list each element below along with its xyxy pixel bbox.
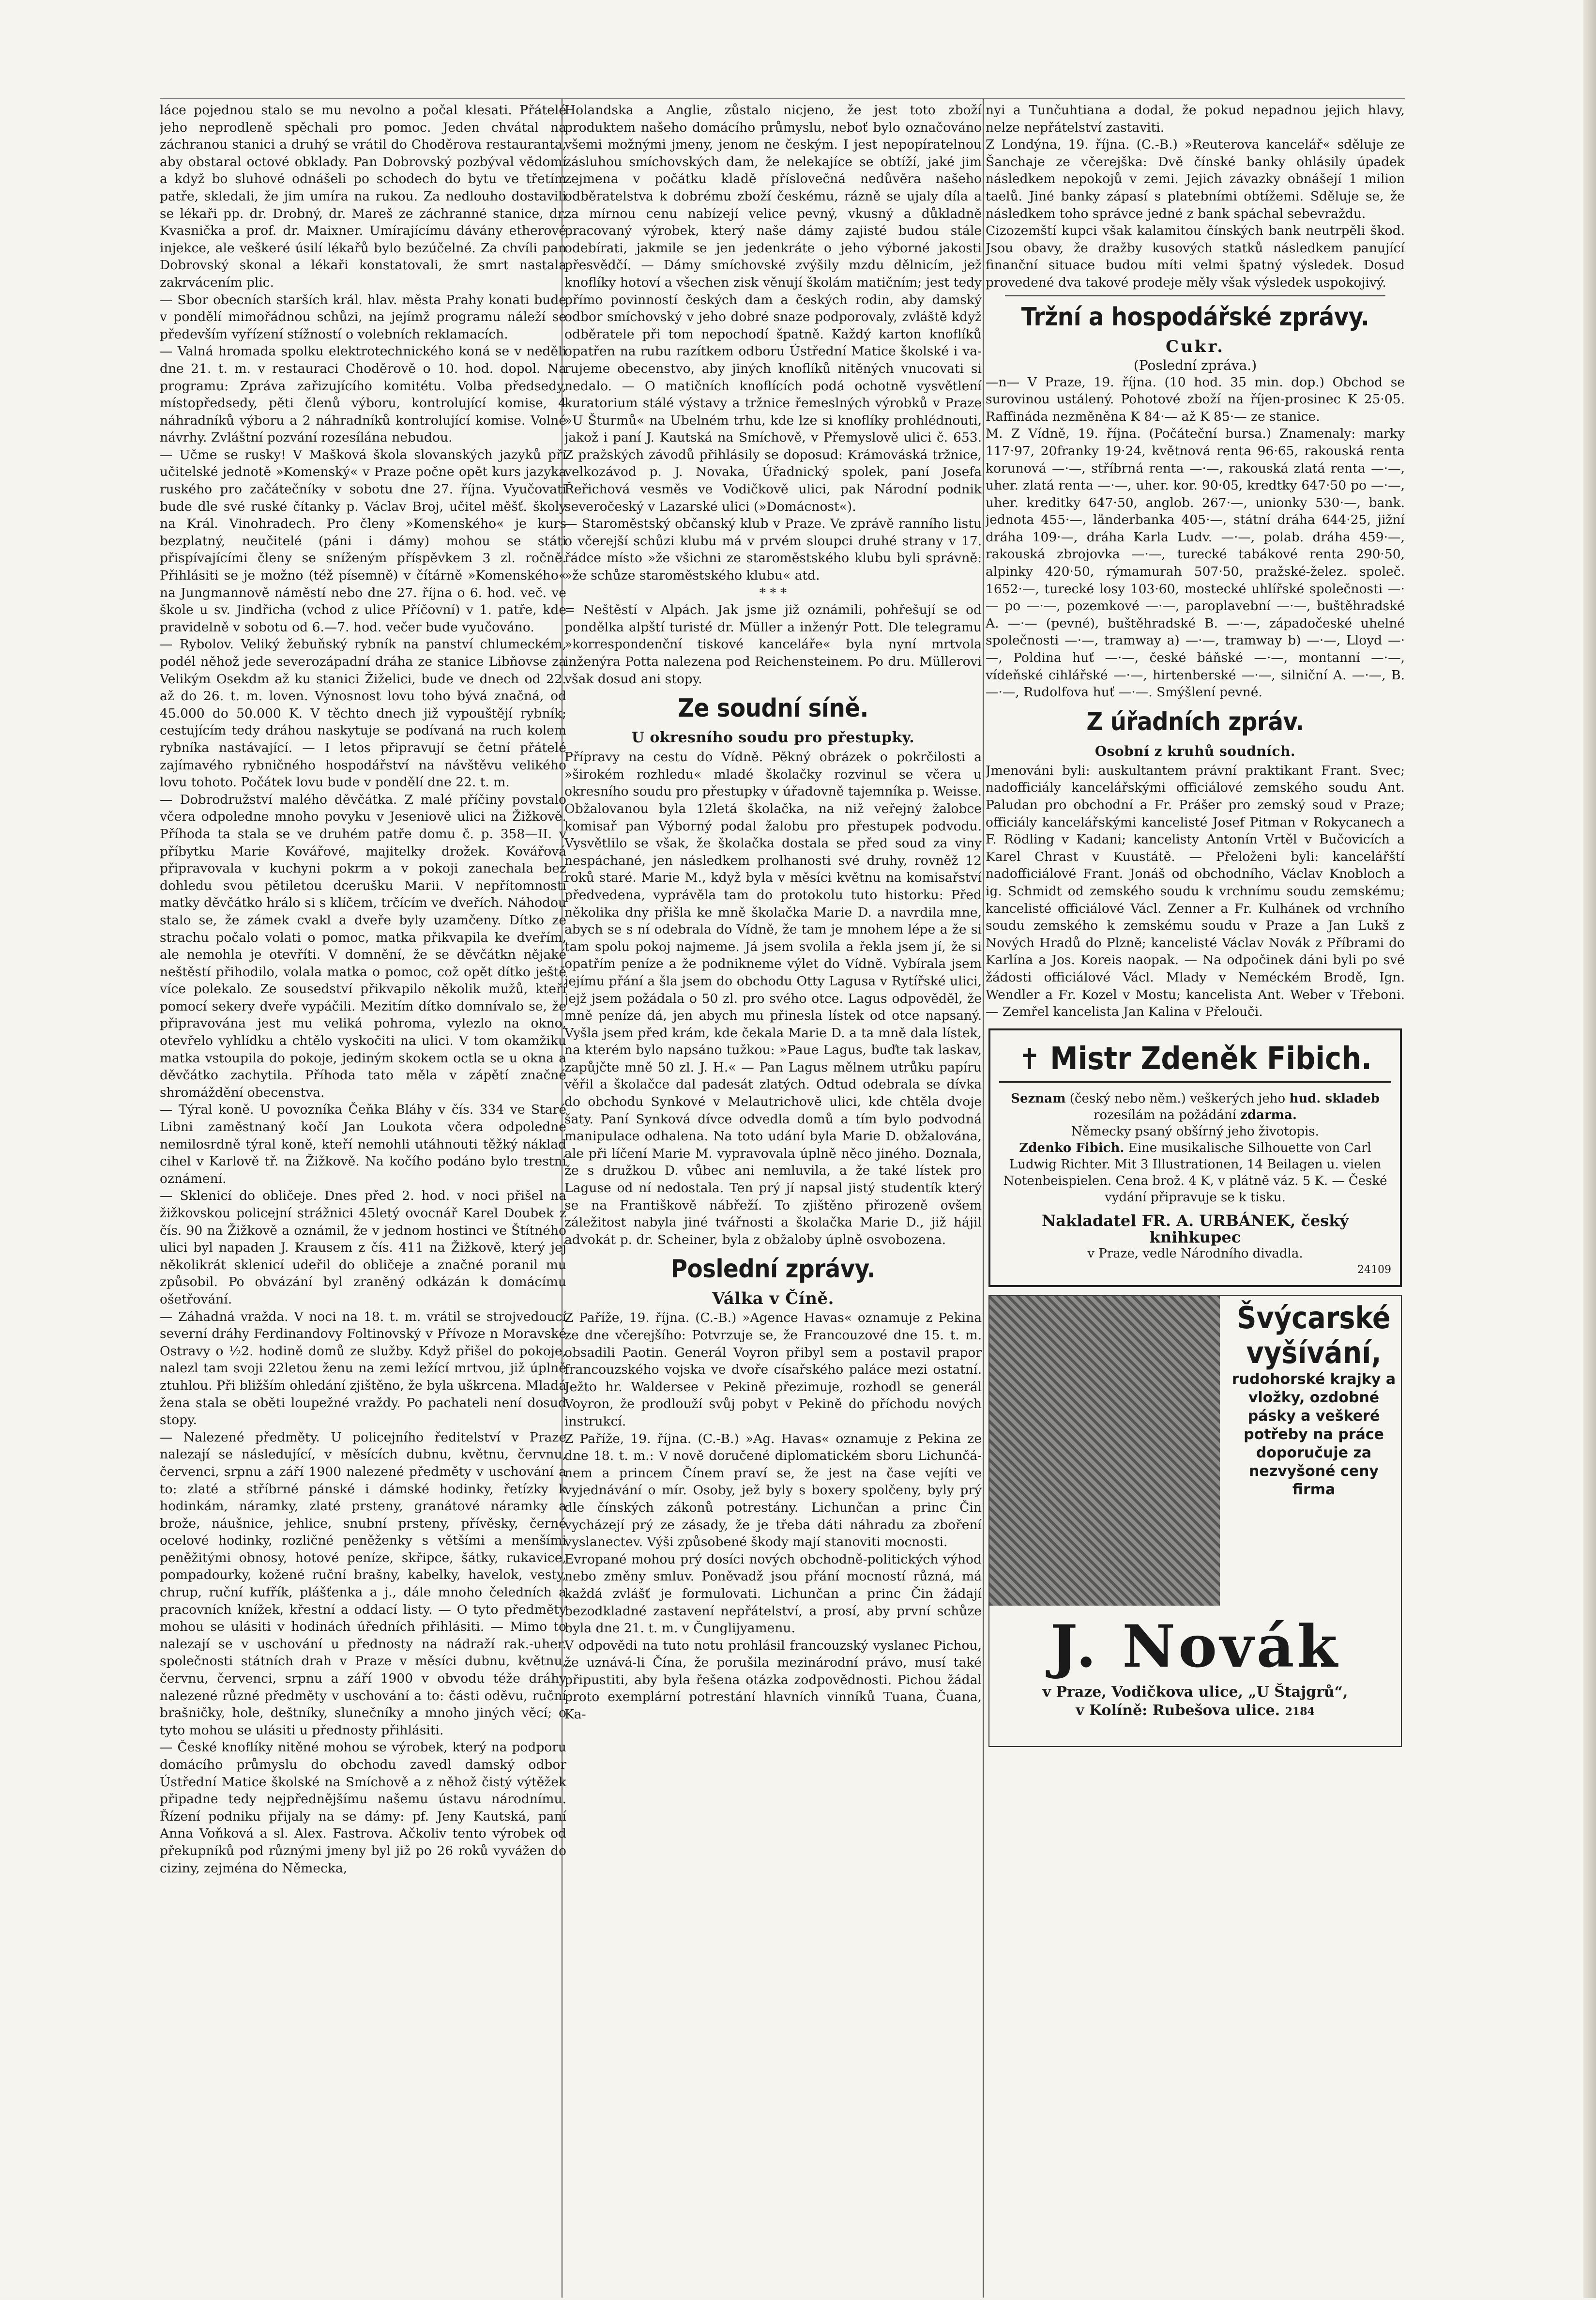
ad-text-span: rozesílám na požádání: [1094, 1107, 1241, 1122]
article-paragraph: — Sklenicí do obličeje. Dnes před 2. hod. v noci přišel na žižkovskou policejní strážnici 45letý ovocnář Karel Doubek z čís. 90 na Žižkově a oznámil, že v jednom hostinci ve Štítného ulici byl napaden J. Krausem z čís. 411 na Žižkově, který jej několikrát sklenicí udeřil do obličeje a značné poranil mu způsobil. Po obvázání byl zraněný odkázán k domácímu ošetřování.: [160, 1188, 566, 1307]
ad-publisher: Nakladatel FR. A. URBÁNEK, český knihkupec: [1041, 1211, 1349, 1246]
article-paragraph: Přípravy na cestu do Vídně. Pěkný obrázek o pokrčilosti a »širokém rozhledu« mladé školačky rozvinul se včera u okresního soudu pro přestupky v úřadovně tajemníka p. Weisse. Obžalovanou byla 12letá školačka, na niž veřejný žalobce komisař pan Výborný podal žalobu pro přestupek podvodu. Vysvětlilo se však, že školačka dostala se před soud za viny nespáchané, jen následkem prolhanosti své druhy, rovněž 12 roků staré. Marie M., když byla v měsíci květnu na komisařství předvedena, vyprávěla tam do protokolu tuto historku: Před několika dny přišla ke mně školačka Marie D. a navrdila mne, abych se s ní odebrala do Vídně, že tam je mnohem lépe a že si tam spolu pokoj najmeme. Já jsem svolila a řekla jsem jí, že si opatřím peníze a že podnikneme výlet do Vídně. Vybírala jsem jejímu přání a šla jsem do obchodu Otty Lagusa v Rytířské ulici, jejž jsem požádala o 50 zl. pro svého otce. Lagus odpověděl, že mně peníze dá, jen abych mu přinesla lístek od otce napsaný. Vyšla jsem před krám, kde čekala Marie D. a ta mně dala lístek, na kterém bylo napsáno tužkou: »Paue Lagus, buďte tak laskav, zapůjčte mně 50 zl. J. H.« — Pan Lagus mělnem utrůku papíru věřil a školačce dal padesát zlatých. Odtud odebrala se dívka do obchodu Synkové v Melautrichově ulici, kde chtěla dvoje šaty. Paní Synková dívce odvedla domů a tím bylo podvodná manipulace odhalena. Na toto udání byla Marie D. obžalována, ale při líčení Marie M. vypravovala úplně něco jiného. Doznala, že s družkou D. vůbec ani nemluvila, a že také lístek pro Laguse od ní nedostala. Ten prý jí napsal jistý studentík který se na Františkově nábřeží. To zjištěno přirozeně ovšem záležitost nabyla jiné tvářnosti a školačka Marie D., již hájil advokát p. dr. Scheiner, byla z obžaloby úplně osvobozena.: [564, 750, 982, 1247]
ad-text-span: Eine musikalische Silhouette von Carl Ludwig Richter. Mit 3 Illustrationen, 14 Beilagen u. vielen Notenbeispielen. Cena brož. 4 K, v plátně váz. 5 K. — České vydání připravuje se k tisku.: [1003, 1140, 1387, 1205]
section-subheading: Válka v Číně.: [712, 1289, 834, 1309]
cross-icon: ✝: [1018, 1042, 1041, 1076]
section-heading-official: Z úřadních zpráv.: [1086, 707, 1304, 736]
article-paragraph: Jmenováni byli: auskultantem právní praktikant Frant. Svec; nadofficiály kancelářskými officiálové zemského soudu Ant. Paludan pro obchodní a Fr. Prášer pro zemský soud v Praze; officiály kancelářskými kancelisté Josef Pitman v Rokycanech a F. Rödling v Kadani; kancelisty Antonín Vrtěl v Bučovicích a Karel Chrast v Kuustátě. — Přeloženi byli: kancelářští nadofficiálové Frant. Jonáš od obchodního, Václav Knobloch a ig. Schmidt od zemského soudu k vrchnímu soudu zemskému; kancelisté officiálové Václ. Zenner a Fr. Kulhánek od vrchního soudu zemského k zemskému soudu v Praze a Jan Lukš z Nových Hradů do Plzně; kancelisté Václav Novák z Příbrami do Karlína a Jos. Koreis naopak. — Na odpočinek dáni byli po své žádosti officiálové Václ. Mlady v Neméckém Brodě, Ign. Wendler a Fr. Kozel v Mostu; kancelista Ant. Weber v Třeboni. — Zemřel kancelista Jan Kalina v Přelouči.: [986, 763, 1405, 1020]
top-rule: [160, 98, 1405, 99]
article-paragraph: Holandska a Anglie, zůstalo nicjeno, že jest toto zboží produktem našeho domácího průmyslu, neboť bylo označováno všemi možnými jmeny, jenom ne českým. I jest nepopíratelnou zásluhou smíchovských dam, že nelekajíce se obtíží, jaké jim zejmena v počátku kladě příslovečná nedůvěra našeho odběratelstva k dobrému zboží českému, rázně se ujaly díla a za mírnou cenu nabízejí velice pevný, vkusný a důkladně pracovaný výrobek, který naše dámy zajisté budou stále odebírati, jakmile se jen jedenkráte o jeho výborné jakosti přesvědčí. — Dámy smíchovské zvýšily mzdu dělnicím, jež knoflíky hotoví a všechen zisk věnují školám matičním; jest tedy přímo povinností českých dam a českých rodin, aby damský odbor smíchovský v jeho dobré snaze podporovaly, zvláště když odběratele při tom nepochodí špatně. Každý karton knoflíků opatřen na rubu razítkem odboru Ústřední Matice školské i varujeme obecenstvo, aby jiných knoflíků nitěných vnucovati si nedalo. — O matičních knoflících podá ochotně vysvětlení kuratorium stálé výstavy a tržnice řemeslných výrobků v Praze »U Šturmů« na Ubelném trhu, kde lze si knoflíky prohlédnouti, jakož i paní J. Kautská na Smíchově, v Přemyslově ulici č. 653. Z pražských závodů přihlásily se doposud: Krámováská tržnice, velkozávod p. J. Novaka, Úřadnický spolek, paní Josefa Řeřichová vesměs ve Vodičkově ulici, pak Národní podnik severočeský v Lazarské ulici (»Domácnost«).: [564, 103, 982, 514]
ad2-address-text: v Kolíně: Rubešova ulice.: [1076, 1702, 1280, 1719]
ad-text: [999, 1090, 1391, 1123]
ad-text: Německy psaný obšírný jeho životopis.: [1071, 1124, 1319, 1139]
article-paragraph: — Rybolov. Veliký žebuňský rybník na panství chlumeckém, podél něhož jede severozápadní dráha ze stanice Libňovse za Velikým Osekdm až ku stanici Žiželici, bude ve dnech od 22. až do 26. t. m. loven. Výnosnost lovu toho bývá značná, od 45.000 do 50.000 K. V těchto dnech již vypouštějí rybník; cestujícím tedy dráhou naskytuje se podívaná na ruch kolem rybníka nastávající. — I letos připravují se četní přátelé zajímavého rybničného hospodářství na návštěvu velikého lovu tohoto. Počátek lovu bude v pondělí dne 22. t. m.: [160, 637, 566, 790]
ad2-address-line: v Praze, Vodičkova ulice, „U Štajgrů“,: [1042, 1683, 1348, 1701]
article-paragraph: — České knoflíky nitěné mohou se výrobek, který na podporu domácího průmyslu do obchodu zavedl damský odbor Ústřední Matice školské na Smíchově a z něhož čistý výtěžek připadne tedy nejpřednějšímu našemu ústavu národnímu. Řízení podniku přijaly na se dámy: pf. Jeny Kautská, paní Anna Voňková a sl. Alex. Fastrova. Ačkoliv tento výrobek od překupníků pod různými jmeny byl již po 26 roků vyvážen do ciziny, zejména do Německa,: [160, 1740, 566, 1876]
ad-title-text: Mistr Zdeněk Fibich.: [1050, 1041, 1372, 1077]
article-paragraph: — Dobrodružství malého děvčátka. Z malé příčiny povstalo včera odpoledne mnoho povyku v Jeseniově ulici na Žižkově. Příhoda ta stala se ve druhém patře domu č. p. 358—II. v příbytku Marie Kovářové, majitelky drožek. Kovářová připravovala v kuchyni pokrm a v pokoji zanechala bez dohledu svou pětiletou dcerušku Marii. V nepřítomnosti matky děvčátko hrálo si s klíčem, trčícím ve dveřích. Náhodou stalo se, že zámek cvakl a dveře byly uzamčeny. Dítko ze strachu počalo volati o pomoc, matka přikvapila ke dveřím, ale nemohla je otevříti. V domnění, že se děvčátkn nějaké neštěstí přihodilo, volala matka o pomoc, což opět dítko ještě více polekalo. Ze sousedství přikvapilo několik mužů, kteří pomocí sekery dveře vypáčili. Mezitím dítko domnívalo se, že připravována jest mu veliká pohroma, vylezlo na okno, otevřelo vyhlídku a chtělo vyskočiti na ulici. V tom okamžiku matka vstoupila do pokoje, jediným skokem octla se u okna a děvčátko zachytila. Příhoda tato měla v zápětí značné shromáždění obecenstva.: [160, 792, 566, 1100]
article-paragraph: = Neštěstí v Alpách. Jak jsme již oznámili, pohřešují se od pondělka alpští turisté dr. Müller a inženýr Pott. Dle telegramu »korrespondenční tiskové kanceláře« byla nyní mrtvola inženýra Potta nalezena pod Reichensteinem. Po dru. Müllerovi však dosud ani stopy.: [564, 602, 982, 687]
article-paragraph: — Učme se rusky! V Mašková škola slovanských jazyků při učitelské jednotě »Komenský« v Praze počne opět kurs jazyka ruského pro začátečníky v sobotu dne 27. října. Vyučovati bude dle své ruské čítanky p. Václav Broj, učitel měšť. školy na Král. Vinohradech. Pro členy »Komenského« je kurs bezplatný, neučitelé (páni i dámy) mohou se státi přispívajícími členy se sníženým příspěvkem 3 zl. ročně. Přihlásiti se je možno (též písemně) v čítárně »Komenského« na Jungmannově náměstí nebo dne 27. října o 6. hod. več. ve škole u sv. Jindřicha (vchod z ulice Příčovní) v 1. patře, kde pravidelně v sobotu od 6.—7. hod. večer bude vyučováno.: [160, 447, 566, 635]
advertisement-fibich: [988, 1028, 1402, 1287]
column-1: [160, 102, 566, 2295]
article-paragraph: Evropané mohou prý dosíci nových obchodně-politických výhod nebo změny smluv. Poněvadž jsou přání mocností různá, má každá zvlášť je formulovati. Lichunčan a princ Čin žádají bezodkladné zastavení nepřátelství, a prosí, aby první schůze byla dne 21. t. m. v Čunglijyamenu.: [564, 1551, 982, 1636]
article-paragraph: Z Paříže, 19. října. (C.-B.) »Agence Havas« oznamuje z Pekina ze dne včerejšího: Potvrzuje se, že Francouzové dne 15. t. m. obsadili Paotin. Generál Voyron přibyl sem a postavil prapor francouzského vojska ve dvoře císařského paláce mezi ostatní. Ježto hr. Waldersee v Pekině přezimuje, rozhodl se generál Voyron, že prodlouží svůj pobyt v Pekině do příchodu nových instrukcí.: [564, 1310, 982, 1429]
ad2-text-block: [1231, 1301, 1396, 1499]
ad-bold: hud. skladeb: [1289, 1091, 1380, 1106]
column-rule: [983, 99, 984, 2298]
article-paragraph: Z Londýna, 19. října. (C.-B.) »Reuterova kancelář« sděluje ze Šanchaje ze včerejška: Dvě čínské banky ohlásily úpadek následkem nepokojů v zemi. Jejich závazky obnášejí 1 milion taelů. Jiné banky zápasí s platebními obtížemi. Sděluje se, že následkem toho správce jedné z bank spáchal sebevraždu.: [986, 137, 1405, 221]
page-edge: [1583, 0, 1596, 2298]
ad-text-span: (český nebo něm.) veškerých jeho: [1065, 1091, 1290, 1106]
article-paragraph: Cizozemští kupci však kalamitou čínských bank neutrpěli škod. Jsou obavy, že dražby kusových statků následkem panující finanční situace budou míti velmi špatný výsledek. Dosud provedené dva takové prodeje měly však výsledek uspokojivý.: [986, 223, 1405, 290]
advertisement-novak: [988, 1295, 1402, 1747]
article-paragraph: Z Paříže, 19. října. (C.-B.) »Ag. Havas« oznamuje z Pekina ze dne 18. t. m.: V nově doručené diplomatickém sboru Lichunčánem a princem Čínem praví se, že jest na čase vejíti ve vyjednávání o mír. Osoby, jež byly s boxery spolčeny, byly prý dle čínských zákonů potrestány. Lichunčan a princ Čin vycházejí prý ze zásady, že je třeba dáti náhradu za zboření vyslanectev. Výši způsobené škody mají stanoviti mocnosti.: [564, 1431, 982, 1550]
article-paragraph: nyi a Tunčuhtiana a dodal, že pokud nepadnou jejich hlavy, nelze nepřátelství zastaviti.: [986, 103, 1405, 135]
article-paragraph: — Sbor obecních starších král. hlav. města Prahy konati bude v pondělí mimořádnou schůzi, na jejímž programu náleží se především vyřízení stížností o volebních reklamacích.: [160, 292, 566, 342]
ad2-address-line: [989, 1702, 1401, 1721]
ad2-title: Švýcarské vyšívání,: [1237, 1300, 1391, 1370]
article-paragraph: — Týral koně. U povozníka Čeňka Bláhy v čís. 334 ve Staré Libni zaměstnaný kočí Jan Loukota včera odpoledne nemilosrdně týral koně, kteří nemohli utáhnouti těžký náklad cihel v Karlově tř. na Žižkově. Na kočího podáno bylo trestní oznámení.: [160, 1102, 566, 1186]
article-paragraph: V odpovědi na tuto notu prohlásil francouzský vyslanec Pichou, že uznává-li Čína, že porušila mezinárodní právo, musí také připustiti, aby byla řešena otázka zodpovědnosti. Pichou žádal proto exemplární potrestání hlavních vinníků Tuana, Čuana, Ka-: [564, 1638, 982, 1722]
divider: [1005, 295, 1385, 296]
article-paragraph: — Záhadná vražda. V noci na 18. t. m. vrátil se strojvedoucí severní dráhy Ferdinandovy Foltinovský v Přívoze n Moravské Ostravy o ½2. hodině domů ze služby. Když přišel do pokoje, nalezl tam svoji 22letou ženu na zemi ležící mrtvou, již úplně ztuhlou. Při bližším ohledání zjištěno, že byla uškrcena. Mladá žena stala se oběti loupežné vraždy. Po pachateli není dosud stopy.: [160, 1309, 566, 1428]
ad2-address: [989, 1683, 1401, 1721]
ad-text: [999, 1140, 1391, 1206]
column-2: [564, 102, 982, 2300]
section-note: (Poslední zpráva.): [1133, 357, 1257, 373]
section-subheading: Osobní z kruhů soudních.: [1094, 743, 1296, 759]
article-paragraph: —n— V Praze, 19. října. (10 hod. 35 min. dop.) Obchod se surovinou ustálený. Pohotové zboží na říjen-prosinec K 25·05. Raffináda nezměněna K 84·— až K 85·— ze stanice.: [986, 374, 1405, 424]
column-3: [986, 102, 1405, 2300]
ad-bold: Zdenko Fibich.: [1019, 1140, 1125, 1155]
ad2-brand-name: J. Novák: [1050, 1612, 1340, 1681]
article-paragraph: láce pojednou stalo se mu nevolno a počal klesati. Přátelé jeho neprodleně spěchali pro pomoc. Jeden chvátal na záchranou stanici a druhý se vrátil do Choděrova restauranta, aby obstaral octové obklady. Pan Dobrovský pozbýval vědomí a když bo sluhové odnášeli po schodech do bytu ve třetím patře, skledali, že jim umíra na rukou. Za nedlouho dostavili se lékaři pp. dr. Drobný, dr. Mareš ze záchranné stanice, dr. Kvasnička a prof. dr. Maixner. Umírajícímu dávány etherové injekce, ale veškeré úsilí lékařů bylo bezúčelné. Za chvíli pan Dobrovský skonal a lékaři konstatovali, že smrt nastala zakrvácením plic.: [160, 103, 566, 290]
section-heading-market: Tržní a hospodářské zprávy.: [1021, 302, 1369, 332]
article-paragraph: M. Z Vídně, 19. října. (Počáteční bursa.) Znamenaly: marky 117·97, 20franky 19·24, květnová renta 96·65, rakouská renta korunová —·—, stříbrná renta —·—, rakouská zlatá renta —·—, uher. zlatá renta —·—, uher. kor. 90·05, kredtky 647·50 po —·—, uher. kreditky 647·50, anglob. 267·—, unionky 530·—, bank. jednota 455·—, länderbanka 405·—, státní dráha 644·25, jižní dráha 109·—, dráha Karla Ludv. —·—, polab. dráha 459·—, rakouská zbrojovka —·—, turecké tabákové renta 290·50, alpinky 420·50, rýmamurah 507·50, pražské-želez. společ. 1652·—, turecké losy 103·60, mostecké uhlířské společnosti —·— po —·—, pozemkové —·—, paroplavební —·—, buštěhradské A. —·— (pevné), buštěhradské B. —·—, západočeské uhelné společnosti —·—, tramway a) —·—, tramway b) —·—, Lloyd —·—, Poldina huť —·—, české báňské —·—, montanní —·—, vídeňské cihlářské —·—, hirtenberské —·—, silniční A. —·—, B. —·—, Rudolfova huť —·—. Smýšlení pevné.: [986, 426, 1405, 700]
section-heading-news: Poslední zprávy.: [670, 1255, 876, 1284]
ad2-code: 2184: [1285, 1705, 1315, 1718]
ad-address: v Praze, vedle Národního divadla.: [1087, 1246, 1303, 1261]
ad-bold: Seznam: [1011, 1091, 1066, 1106]
ad-bold: zdarma.: [1240, 1107, 1297, 1122]
article-paragraph: — Valná hromada spolku elektrotechnického koná se v neděli dne 21. t. m. v restauraci Choděrově o 10. hod. dopol. Na programu: Zpráva zařizujícího komitétu. Volba předsedy, místopředsedy, pěti členů výboru, kontrolující komise, 4 náhradníků výboru a 2 náhradníků kontrolující komise. Volné návrhy. Zvláštní pozvání rozesílána nebudou.: [160, 344, 566, 445]
ad-title: [999, 1037, 1391, 1083]
ad-code: 24109: [1357, 1263, 1391, 1276]
ad2-body: rudohorské krajky a vložky, ozdobné pásky a veškeré potřeby na práce doporučuje za nezvyšoné ceny firma: [1231, 1370, 1396, 1498]
section-subheading: Cukr.: [1166, 337, 1225, 356]
article-paragraph: — Staroměstský občanský klub v Praze. Ve zprávě ranního listu o včerejší schůzi klubu má v prvém sloupci druhé strany v 17. řádce místo »že všichni ze staroměstského klubu byli správně: »že schůze staroměstského klubu« atd.: [564, 516, 982, 583]
article-paragraph: — Nalezené předměty. U policejního ředitelství v Praze nalezají se následující, v měsících dubnu, květnu, červnu, červenci, srpnu a září 1900 nalezené předměty v uschování a to: zlaté a stříbrné pánské i dámské hodinky, řetízky k hodinkám, náramky, zlaté prsteny, granátové náramky a brože, náušnice, jehlice, snubní prsteny, přívěsky, černé ocelové hodinky, rozličné peněženky s většími a menšími peněžitými obnosy, hotové peníze, skřipce, šátky, rukavice, pompadourky, kožené ruční brašny, kabelky, havelok, vesty, chrup, ruční kufřík, plášťenka a j., dále mnoho čeledních a pracovních knížek, křestní a oddací listy. — O tyto předměty mohou se ulásiti v hodinách úředních přihlásiti. — Mimo to nalezají se v uschování u přednosty na nádraží rak.-uher. společnosti státních drah v Praze v měsíci dubnu, květnu, červnu, červenci, srpnu a září 1900 v obvodu téže dráhy nalezené různé předměty v uschování a to: části oděvu, ruční brašničky, hole, deštníky, slunečníky a mnoho jiných věcí; o tyto mohou se ulásiti u přednosty přihlásiti.: [160, 1429, 566, 1738]
section-stars: * * *: [759, 585, 787, 600]
section-heading-court: Ze soudní síně.: [678, 694, 868, 723]
embroidery-illustration: [989, 1296, 1220, 1606]
section-subheading: U okresního soudu pro přestupky.: [631, 729, 915, 747]
